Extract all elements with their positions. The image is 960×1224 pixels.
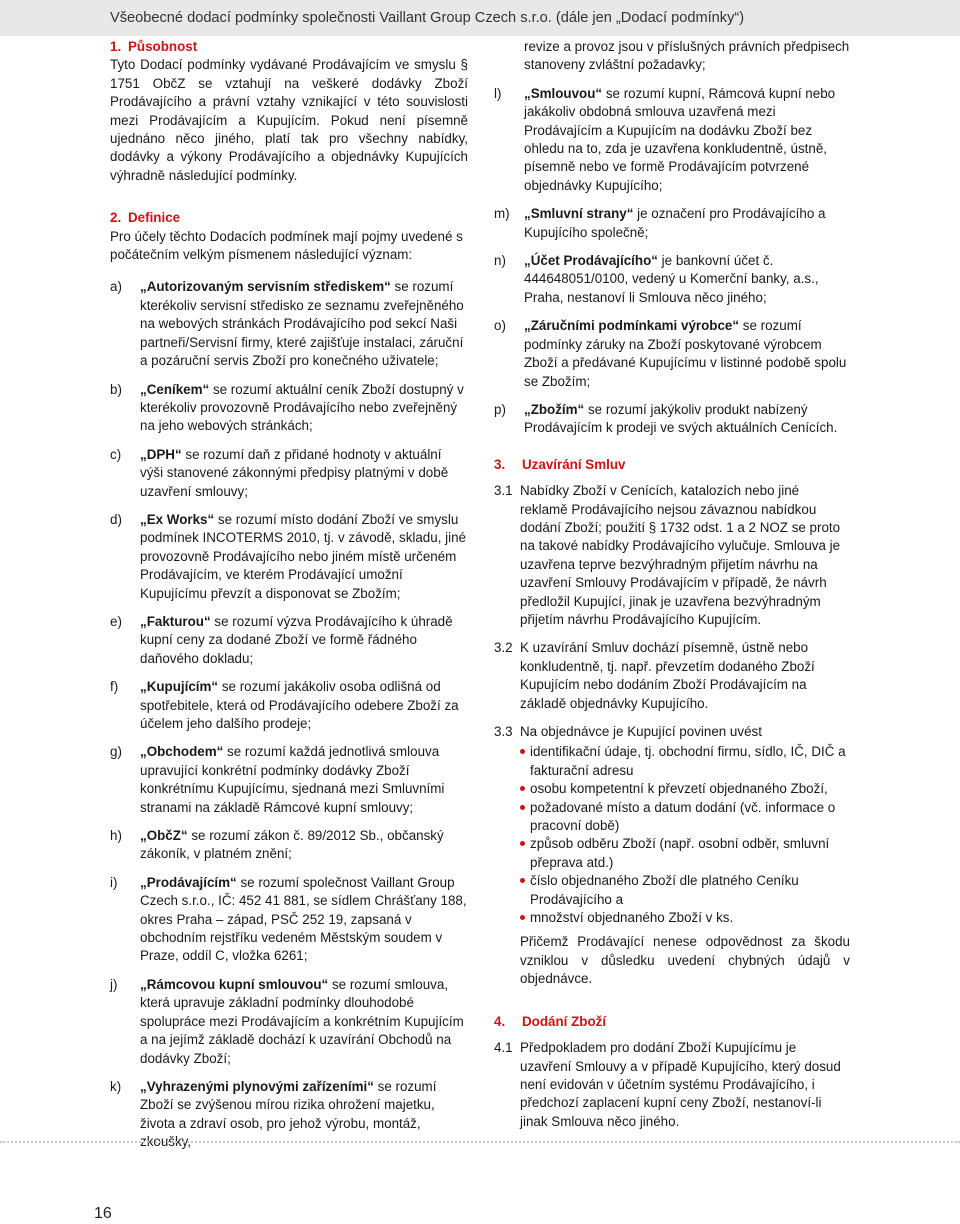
definition-k: k) „Vyhrazenými plynovými zařízeními“ se rozumí Zboží se zvýšenou mírou rizika ohrožení majetku, života a zdraví osob, pro jehož výrobu, montáž, zkoušky, (110, 1078, 437, 1150)
list-item: číslo objednaného Zboží dle platného Ceníku Prodávajícího a (520, 872, 850, 909)
order-requirements-list (520, 743, 850, 927)
clause-4-1: 4.1 Předpokladem pro dodání Zboží Kupujícímu je uzavření Smlouvy a v případě Kupujícího, který dosud není evidován v účetním systému Prodávajícího, i předchozí zaplacení kupní ceny Zboží, nestanoví-li jinak Smlouva něco jiného. (494, 1040, 841, 1129)
definition-a: a) „Autorizovaným servisním střediskem“ se rozumí kterékoliv servisní středisko ze seznamu zveřejněného na webových stránkách Prodávajícího pod sekcí Naši partneři/Servisní firmy, které zajišťuje instalaci, záruční a pozáruční servis Zboží pro konečného uživatele; (110, 279, 464, 369)
clause-3-3: 3.3 Na objednávce je Kupující povinen uvést identifikační údaje, tj. obchodní firmu, sídlo, IČ, DIČ a fakturační adresu osobu kompetentní k převzetí objednaného Zboží, požadované místo a datum dodání (vč. informace o pracovní době) způsob odběru Zboží (např. osobní odběr, smluvní přeprava atd.) číslo objednaného Zboží dle platného Ceníku Prodávajícího a množství objednaného Zboží v ks. Přičemž Prodávající nenese odpovědnost za škodu vzniklou v důsledku uvedení chybných údajů v objednávce. (494, 723, 850, 989)
definition-k-continued: revize a provoz jsou v příslušných právních předpisech stanoveny zvláštní požadavky; (524, 39, 850, 73)
definition-e: e) „Fakturou“ se rozumí výzva Prodávajícího k úhradě kupní ceny za dodané Zboží ve formě řádného daňového dokladu; (110, 613, 453, 666)
clause-3-1: 3.1 Nabídky Zboží v Cenících, katalozích nebo jiné reklamě Prodávajícího nejsou závaznou nabídkou dodání Zboží; použití § 1732 odst. 1 a 2 NOZ se proto na takové nabídky Prodávajícího vylučuje. Smlouva je uzavřena teprve bezvýhradným přijetím návrhu na uzavření Smlouvy Prodávajícím v případě, že návrh předložil Kupující, jinak je uzavřena bezvýhradným přijetím návrhu Prodávajícího Kupujícím. (494, 483, 841, 627)
list-item: množství objednaného Zboží v ks. (520, 909, 850, 927)
definition-j: j) „Rámcovou kupní smlouvou“ se rozumí smlouva, která upravuje základní podmínky dlouhodobé spolupráce mezi Prodávajícím a konkrétním Kupujícím a na jejímž základě dochází k uzavírání Obchodů na dodávky Zboží; (110, 976, 464, 1066)
definition-f: f) „Kupujícím“ se rozumí jakákoliv osoba odlišná od spotřebitele, která od Prodávajícího odebere Zboží za účelem jeho dalšího prodeje; (110, 679, 459, 731)
definition-c: c) „DPH“ se rozumí daň z přidané hodnoty v aktuální výši stanovené zákonnými předpisy platnými v době uzavření smlouvy; (110, 446, 449, 499)
left-column (110, 38, 468, 1162)
definition-i: i) „Prodávajícím“ se rozumí společnost Vaillant Group Czech s.r.o., IČ: 452 41 881, se sídlem Chrášťany 188, okres Praha – západ, PSČ 252 19, zapsaná v obchodním rejstříku vedeném Městským soudem v Praze, oddíl C, vložka 6261; (110, 874, 467, 964)
clause-3-2: 3.2 K uzavírání Smluv dochází písemně, ústně nebo konkludentně, tj. např. převzetím dodaného Zboží Kupujícím nebo dodáním Zboží Prodávajícím na základě objednávky Kupujícího. (494, 640, 815, 711)
document-title: Všeobecné dodací podmínky společnosti Vaillant Group Czech s.r.o. (dále jen „Dodací podmínky“) (110, 10, 745, 26)
section-1-heading: 1. Působnost (110, 39, 198, 54)
definition-h: h) „ObčZ“ se rozumí zákon č. 89/2012 Sb., občanský zákoník, v platném znění; (110, 828, 444, 862)
definition-l: l) „Smlouvou“ se rozumí kupní, Rámcová kupní nebo jakákoliv obdobná smlouva uzavřená mezi Prodávajícím a Kupujícím na dodávku Zboží bez ohledu na to, zda je uzavřena konkludentně, ústně, písemně nebo ve formě Prodávajícím potvrzené objednávky Kupujícího; (494, 85, 836, 193)
definition-b: b) „Ceníkem“ se rozumí aktuální ceník Zboží dostupný v kterékoliv provozovně Prodávajícího nebo zveřejněný na jeho webových stránkách; (110, 381, 464, 434)
footer-divider (0, 1141, 960, 1143)
section-1-text: Tyto Dodací podmínky vydávané Prodávajícím ve smyslu § 1751 ObčZ se vztahují na veškeré dodávky Zboží Prodávajícího a právní vztahy vznikající v této souvislosti mezi Prodávajícím a Kupujícím. Pokud není písemně ujednáno něco jiného, platí tak pro všechny nabídky, dodávky a výkony Prodávajícího a objednávky Kupujících výhradně následující podmínky. (110, 57, 468, 183)
definition-g: g) „Obchodem“ se rozumí každá jednotlivá smlouva upravující konkrétní podmínky dodávky Zboží konkrétnímu Kupujícímu, sjednaná mezi Smluvními stranami na základě Rámcové kupní smlouvy; (110, 744, 445, 815)
definition-m: m) „Smluvní strany“ je označení pro Prodávajícího a Kupujícího společně; (494, 206, 826, 240)
list-item: identifikační údaje, tj. obchodní firmu, sídlo, IČ, DIČ a fakturační adresu (520, 743, 850, 780)
section-3-heading: 3. Uzavírání Smluv (494, 456, 626, 472)
definition-n: n) „Účet Prodávajícího“ je bankovní účet č. 444648051/0100, vedený u Komerční banky, a.s., Praha, nestanoví li Smlouva něco jiného; (494, 253, 819, 305)
right-column (494, 38, 850, 1141)
page-number: 16 (94, 1205, 112, 1222)
section-4-heading: 4. Dodání Zboží (494, 1013, 607, 1029)
section-2-intro: Pro účely těchto Dodacích podmínek mají pojmy uvedené s počátečním velkým písmenem následující význam: (110, 228, 463, 263)
list-item: požadované místo a datum dodání (vč. informace o pracovní době) (520, 799, 850, 836)
list-item: způsob odběru Zboží (např. osobní odběr, smluvní přeprava atd.) (520, 835, 850, 872)
definition-p: p) „Zbožím“ se rozumí jakýkoliv produkt nabízený Prodávajícím k prodeji ve svých aktuálních Cenících. (494, 401, 838, 436)
clause-3-3-note: Přičemž Prodávající nenese odpovědnost za škodu vzniklou v důsledku uvedení chybných údajů v objednávce. (520, 934, 850, 987)
definition-o: o) „Záručními podmínkami výrobce“ se rozumí podmínky záruky na Zboží poskytované výrobcem Zboží a předávané Kupujícímu v listinné podobě spolu se Zbožím; (494, 318, 847, 389)
list-item: osobu kompetentní k převzetí objednaného Zboží, (520, 780, 850, 798)
definition-d: d) „Ex Works“ se rozumí místo dodání Zboží ve smyslu podmínek INCOTERMS 2010, tj. v závodě, skladu, jiné provozovně Prodávajícího nebo jiném místě určeném Prodávajícím, ve kterém Prodávající umožní Kupujícímu převzít a disponovat se Zbožím; (110, 511, 466, 601)
section-2-heading: 2. Definice (110, 210, 181, 226)
